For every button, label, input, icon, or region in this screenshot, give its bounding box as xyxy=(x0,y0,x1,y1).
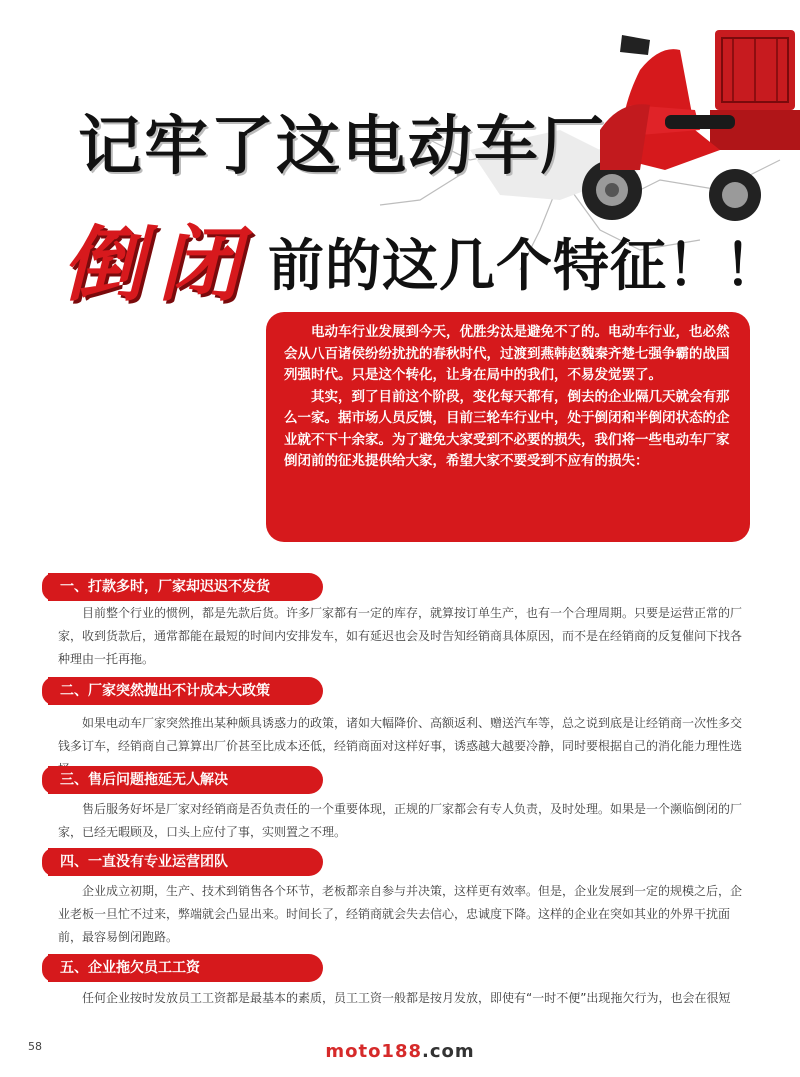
headline-line2: 前的这几个特征！！ xyxy=(268,234,781,299)
headline-emphasis: 倒闭 xyxy=(62,218,254,313)
section-body xyxy=(58,880,748,949)
section-body xyxy=(58,602,748,671)
section-heading: 四、一直没有专业运营团队 xyxy=(48,848,323,876)
section-heading: 二、厂家突然抛出不计成本大政策 xyxy=(48,677,323,705)
headline-line1: 记牢了这电动车厂 xyxy=(78,110,606,184)
site-watermark xyxy=(0,1041,800,1062)
intro-box xyxy=(266,312,750,542)
hero-banner xyxy=(0,0,800,313)
section-paragraph: 任何企业按时发放员工工资都是最基本的素质，员工工资一般都是按月发放，即使有“一时不便”出现拖欠行为，也会在很短 xyxy=(82,991,731,1005)
section-body xyxy=(58,987,748,1010)
section-paragraph: 如果电动车厂家突然推出某种颇具诱惑力的政策，诸如大幅降价、高额返利、赠送汽车等，总之说到底是让经销商一次性多交钱多订车，经销商自己算算出厂价甚至比成本还低，经销商面对这样好事，诱惑越大越要冷静，同时要根据自己的消化能力理性选 xyxy=(58,716,743,753)
section-paragraph: 目前整个行业的惯例，都是先款后货。许多厂家都有一定的库存，就算按订单生产，也有一个合理周期。只要是运营正常的厂家，收到货款后，通常都能在最短的时间内安排发车，如有延迟也会及时告知经销商具体原因，而不是在经销商的反复催问下找各种理由一托再拖。 xyxy=(58,606,743,666)
section-body xyxy=(58,798,748,844)
section-paragraph: 企业成立初期，生产、技术到销售各个环节，老板都亲自参与并决策，这样更有效率。但是，企业发展到一定的规模之后，企业老板一旦忙不过来，弊端就会凸显出来。时间长了，经销商就会失去信心，忠诚度下降。这样的企业在突如其业的外界干扰面前，最容易倒闭跑路。 xyxy=(58,884,743,944)
page-number: 58 xyxy=(28,1040,42,1053)
section-heading: 三、售后问题拖延无人解决 xyxy=(48,766,323,794)
section-heading: 五、企业拖欠员工工资 xyxy=(48,954,323,982)
section-paragraph: 售后服务好坏是厂家对经销商是否负责任的一个重要体现，正规的厂家都会有专人负责，及时处理。如果是一个濒临倒闭的厂家，已经无暇顾及，口头上应付了事，实则置之不理。 xyxy=(58,802,743,839)
watermark-tld: .com xyxy=(422,1041,475,1062)
intro-paragraph: 其实，到了目前这个阶段，变化每天都有，倒去的企业隔几天就会有那么一家。据市场人员反馈，目前三轮车行业中，处于倒闭和半倒闭状态的企业就不下十余家。为了避免大家受到不必要的损失，我们将一些电动车厂家倒闭前的征兆提供给大家，希望大家不要受到不应有的损失： xyxy=(284,388,730,469)
intro-paragraph: 电动车行业发展到今天，优胜劣汰是避免不了的。电动车行业，也必然会从八百诸侯纷纷扰扰的春秋时代，过渡到燕韩赵魏秦齐楚七强争霸的战国列强时代。只是这个转化，让身在局中的我们，不易发觉罢了。 xyxy=(284,324,730,383)
watermark-main: moto188 xyxy=(325,1041,423,1062)
section-heading: 一、打款多时，厂家却迟迟不发货 xyxy=(48,573,323,601)
